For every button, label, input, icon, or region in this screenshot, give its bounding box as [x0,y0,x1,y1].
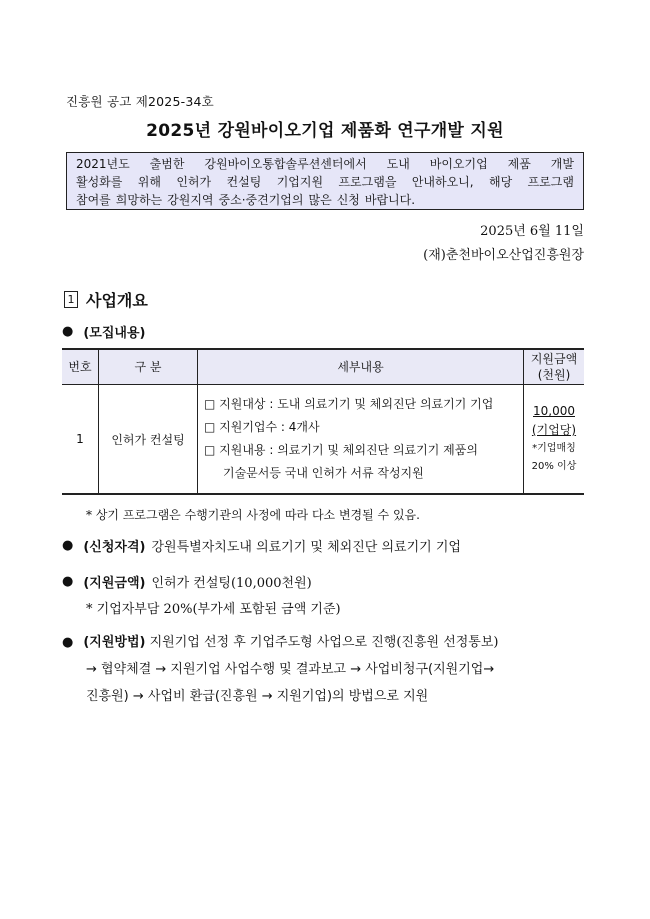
method-text-2: → 협약체결 → 지원기업 사업수행 및 결과보고 → 사업비청구(지원기업→ [86,662,495,677]
funding-row [62,572,312,591]
eligibility-label: (신청자격) [83,540,146,555]
details-item: 기술문서등 국내 인허가 서류 작성지원 [223,466,424,480]
recruit-label: (모집내용) [83,326,146,341]
intro-word: 제품 [507,157,531,171]
eligibility-row [62,536,461,555]
intro-word: 강원지역 [167,193,214,207]
cell-no: 1 [62,385,99,495]
method-text-1: 지원기업 선정 후 기업주도형 사업으로 진행(진흥원 선정통보) [149,635,499,650]
bullet-icon: ● [62,635,74,650]
notice-number: 진흥원 공고 제2025-34호 [66,94,214,109]
details-item: □ 지원대상 : 도내 의료기기 및 체외진단 의료기기 기업 [204,397,494,411]
section-number: 1 [64,291,78,308]
cell-details [198,385,524,495]
header-amount-line1: 지원금액 [530,352,578,366]
intro-word: 많은 [308,193,332,207]
recruit-heading [62,322,145,341]
intro-line [76,191,574,209]
intro-word: 컨설팅 [226,175,262,189]
intro-line [76,155,574,173]
intro-word: 신청 [336,193,360,207]
bullet-icon: ● [62,538,74,553]
bullet-icon: ● [62,574,74,589]
intro-word: 중소·중견기업의 [218,193,304,207]
intro-word: 도내 [386,157,410,171]
intro-word: 위해 [137,175,161,189]
intro-word: 강원바이오통합솔루션센터에서 [204,157,367,171]
recruit-table [62,348,584,495]
table-row [62,385,584,495]
intro-word: 희망하는 [115,193,163,207]
match-value: 20% 이상 [531,461,577,472]
intro-word: 바이오기업 [429,157,488,171]
method-text-3: 진흥원) → 사업비 환급(진흥원 → 지원기업)의 방법으로 지원 [86,689,429,704]
header-amount-line2: (천원) [537,368,571,382]
details-item: □ 지원내용 : 의료기기 및 체외진단 의료기기 제품의 [204,443,478,457]
funding-label: (지원금액) [83,576,146,591]
eligibility-text: 강원특별자치도내 의료기기 및 체외진단 의료기기 기업 [151,540,461,555]
table-note: * 상기 프로그램은 수행기관의 사정에 따라 다소 변경될 수 있음. [86,508,420,522]
intro-word: 2021년도 [76,157,130,171]
intro-word: 바랍니다. [364,193,416,207]
intro-word: 참여를 [76,193,111,207]
method-line-1 [62,629,592,656]
intro-word: 개발 [550,157,574,171]
cell-category: 인허가 컨설팅 [99,385,198,495]
match-label: *기업매칭 [532,443,576,454]
amount-unit: (기업당) [531,423,577,437]
cell-amount [524,385,585,495]
intro-word: 프로그램 [527,175,574,189]
section-title: 사업개요 [86,291,148,310]
intro-line [76,173,574,191]
intro-word: 기업지원 [276,175,324,189]
intro-word: 활성화를 [76,175,123,189]
method-block [62,629,592,710]
table-header-row [62,349,584,385]
bullet-icon: ● [62,324,74,339]
intro-word: 인허가 [176,175,212,189]
section-heading [64,288,148,311]
document-title: 2025년 강원바이오기업 제품화 연구개발 지원 [146,121,504,141]
signer: (재)춘천바이오산업진흥원장 [423,248,584,263]
header-details: 세부내용 [198,349,524,385]
notice-date: 2025년 6월 11일 [480,224,584,239]
method-label: (지원방법) [83,635,146,650]
amount-value: 10,000 [533,404,575,418]
intro-box [66,152,584,210]
details-list [198,393,523,485]
header-no: 번호 [62,349,99,385]
intro-word: 해당 [488,175,513,189]
intro-word: 출범한 [149,157,185,171]
intro-word: 안내하오니, [411,175,474,189]
details-item: □ 지원기업수 : 4개사 [204,420,320,434]
intro-word: 프로그램을 [338,175,397,189]
funding-note: * 기업자부담 20%(부가세 포함된 금액 기준) [86,602,341,617]
funding-text: 인허가 컨설팅(10,000천원) [151,576,312,591]
header-amount [524,349,585,385]
header-category: 구 분 [99,349,198,385]
